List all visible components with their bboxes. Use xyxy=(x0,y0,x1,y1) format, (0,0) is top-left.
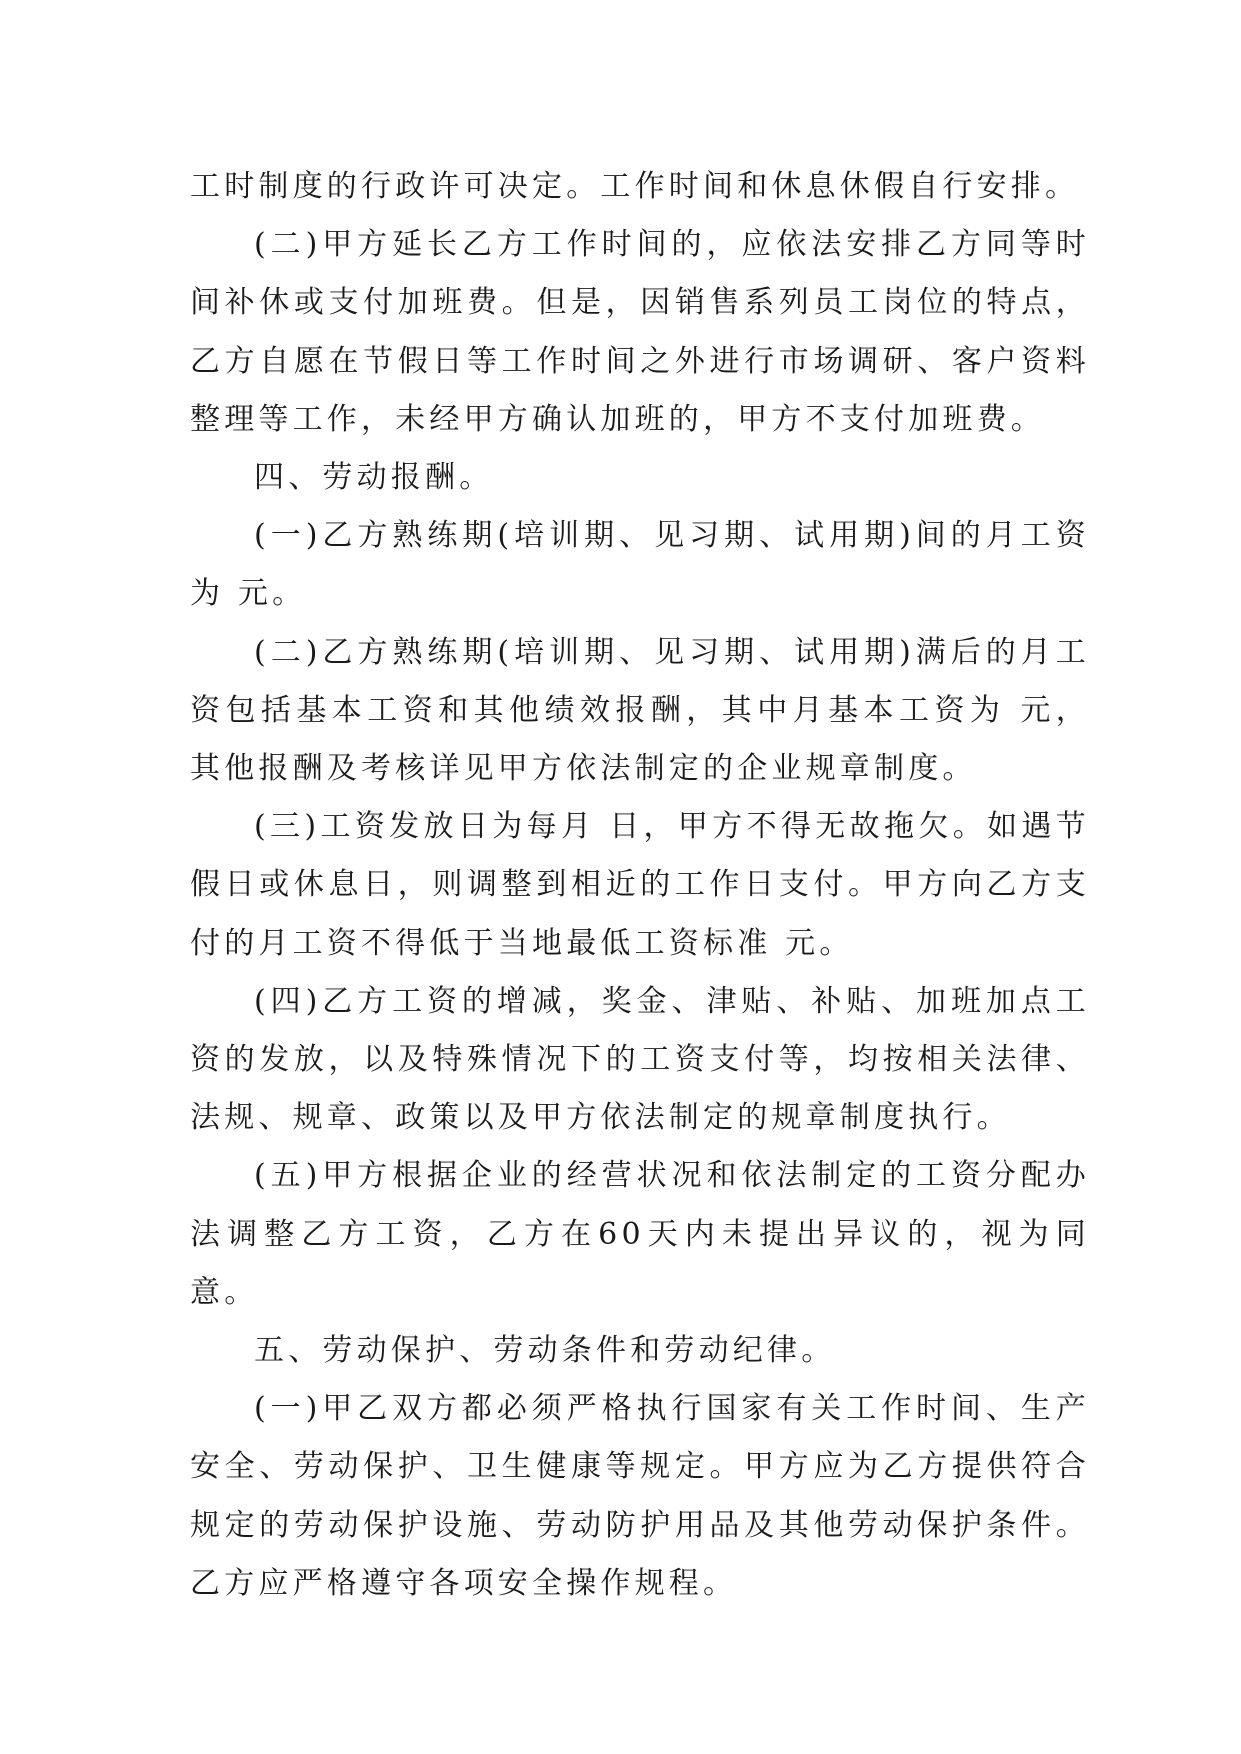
paragraph-overtime: (二)甲方延长乙方工作时间的，应依法安排乙方同等时间补休或支付加班费。但是，因销售系列员工岗位的特点，乙方自愿在节假日等工作时间之外进行市场调研、客户资料整理等工作，未经甲方确认加班的，甲方不支付加班费。 xyxy=(190,227,1090,437)
section-heading-remuneration: 四、劳动报酬。 xyxy=(254,460,494,496)
paragraph-probation-wage: (一)乙方熟练期(培训期、见习期、试用期)间的月工资为 元。 xyxy=(190,518,1090,612)
section-heading-labor-protection: 五、劳动保护、劳动条件和劳动纪律。 xyxy=(254,1333,836,1369)
paragraph-regular-wage: (二)乙方熟练期(培训期、见习期、试用期)满后的月工资包括基本工资和其他绩效报酬，其中月基本工资为 元，其他报酬及考核详见甲方依法制定的企业规章制度。 xyxy=(190,634,1090,787)
paragraph-wage-adjustment: (五)甲方根据企业的经营状况和依法制定的工资分配办法调整乙方工资，乙方在60天内未提出异议的，视为同意。 xyxy=(190,1158,1090,1310)
paragraph-payday: (三)工资发放日为每月 日，甲方不得无故拖欠。如遇节假日或休息日，则调整到相近的工作日支付。甲方向乙方支付的月工资不得低于当地最低工资标准 元。 xyxy=(190,809,1090,961)
document-body xyxy=(190,158,1090,1613)
paragraph-safety-rules: (一)甲乙双方都必须严格执行国家有关工作时间、生产安全、劳动保护、卫生健康等规定。甲方应为乙方提供符合规定的劳动保护设施、劳动防护用品及其他劳动保护条件。乙方应严格遵守各项安全操作规程。 xyxy=(190,1391,1090,1601)
paragraph-work-hours: 工时制度的行政许可决定。工作时间和休息休假自行安排。 xyxy=(190,169,1080,204)
paragraph-wage-changes: (四)乙方工资的增减，奖金、津贴、补贴、加班加点工资的发放，以及特殊情况下的工资支付等，均按相关法律、法规、规章、政策以及甲方依法制定的规章制度执行。 xyxy=(190,983,1090,1136)
